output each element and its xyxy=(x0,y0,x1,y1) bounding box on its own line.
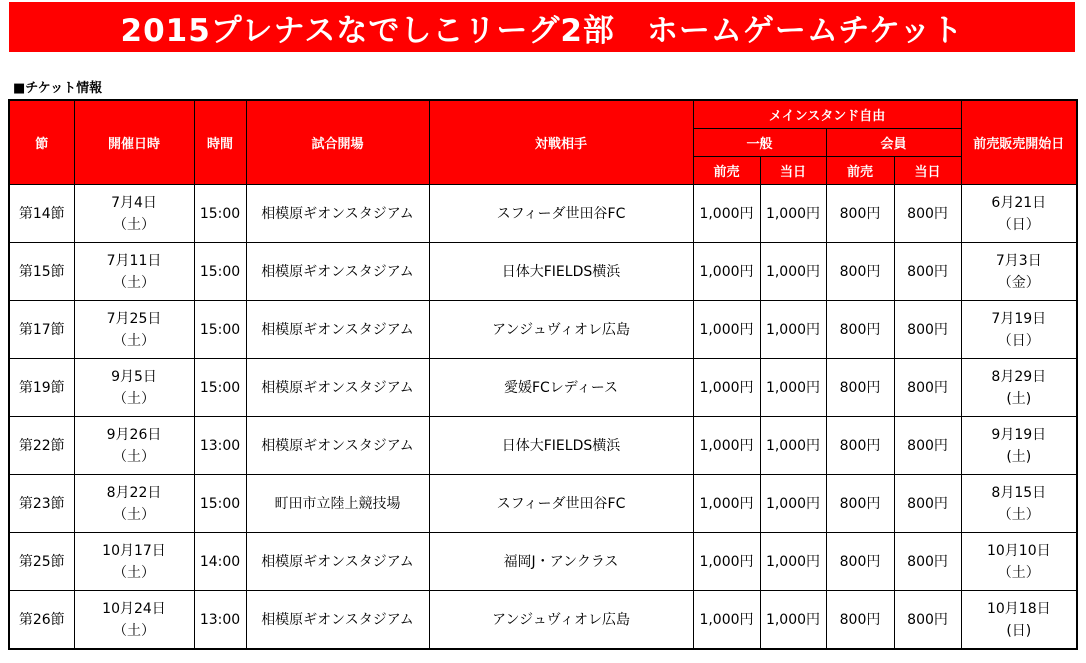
header-member: 会員 xyxy=(826,129,961,157)
time-cell xyxy=(194,417,246,475)
general-day-price xyxy=(760,533,826,591)
presale-start-cell-text: 7月19日 xyxy=(991,310,1047,327)
presale-start-cell xyxy=(961,243,1077,301)
opponent-cell-text: 福岡J・アンクラス xyxy=(503,553,619,570)
date-cell-text: （土） xyxy=(113,274,155,291)
member-day-price xyxy=(894,533,961,591)
venue-cell-text: 相模原ギオンスタジアム xyxy=(261,437,414,454)
time-cell-text: 14:00 xyxy=(199,553,241,570)
header-member-day: 当日 xyxy=(894,157,961,185)
presale-start-cell-text: 10月10日 xyxy=(986,542,1051,559)
general-presale-price xyxy=(693,301,760,359)
time-cell-text: 15:00 xyxy=(199,263,241,280)
presale-start-cell xyxy=(961,185,1077,243)
header-presale-start: 前売販売開始日 xyxy=(961,100,1077,185)
header-venue: 試合開場 xyxy=(246,100,429,185)
round-cell-text: 第17節 xyxy=(18,321,65,338)
presale-start-cell-text: 6月21日 xyxy=(991,194,1047,211)
date-cell-text: 9月5日 xyxy=(111,368,157,385)
general-day-price-text: 1,000円 xyxy=(765,321,821,338)
venue-cell-text: 町田市立陸上競技場 xyxy=(274,495,401,512)
venue-cell xyxy=(246,591,429,650)
member-presale-price xyxy=(826,533,894,591)
date-cell xyxy=(74,417,194,475)
venue-cell-text: 相模原ギオンスタジアム xyxy=(261,263,414,280)
member-day-price xyxy=(894,591,961,650)
round-cell xyxy=(9,417,74,475)
date-cell-text: （土） xyxy=(113,216,155,233)
presale-start-cell-text: 8月15日 xyxy=(991,484,1047,501)
venue-cell-text: 相模原ギオンスタジアム xyxy=(261,321,414,338)
member-day-price xyxy=(894,185,961,243)
venue-cell xyxy=(246,185,429,243)
table-row xyxy=(9,591,1077,650)
venue-cell-text: 相模原ギオンスタジアム xyxy=(261,379,414,396)
general-presale-price xyxy=(693,243,760,301)
page-title: 2015プレナスなでしこリーグ2部 ホームゲームチケット xyxy=(120,12,964,49)
ticket-rows xyxy=(9,185,1077,650)
date-cell-text: （土） xyxy=(113,506,155,523)
time-cell-text: 13:00 xyxy=(199,437,241,454)
opponent-cell-text: 日体大FIELDS横浜 xyxy=(501,263,621,280)
date-cell-text: 7月4日 xyxy=(111,194,157,211)
presale-start-cell-text: (日) xyxy=(1006,622,1032,639)
time-cell-text: 15:00 xyxy=(199,495,241,512)
round-cell-text: 第14節 xyxy=(18,205,65,222)
opponent-cell xyxy=(429,533,693,591)
header-general-day: 当日 xyxy=(760,157,826,185)
presale-start-cell xyxy=(961,533,1077,591)
presale-start-cell xyxy=(961,301,1077,359)
opponent-cell xyxy=(429,359,693,417)
table-row xyxy=(9,301,1077,359)
presale-start-cell-text: 9月19日 xyxy=(991,426,1047,443)
time-cell xyxy=(194,301,246,359)
date-cell-text: 8月22日 xyxy=(106,484,162,501)
presale-start-cell-text: （土） xyxy=(997,564,1040,581)
header-opponent: 対戦相手 xyxy=(429,100,693,185)
member-day-price-text: 800円 xyxy=(907,263,948,280)
general-day-price xyxy=(760,591,826,650)
general-day-price-text: 1,000円 xyxy=(765,611,821,628)
venue-cell-text: 相模原ギオンスタジアム xyxy=(261,205,414,222)
round-cell xyxy=(9,475,74,533)
member-presale-price xyxy=(826,359,894,417)
member-day-price xyxy=(894,243,961,301)
round-cell xyxy=(9,533,74,591)
header-general: 一般 xyxy=(693,129,826,157)
presale-start-cell xyxy=(961,591,1077,650)
opponent-cell xyxy=(429,591,693,650)
general-presale-price-text: 1,000円 xyxy=(699,263,754,280)
general-presale-price xyxy=(693,185,760,243)
presale-start-cell-text: 8月29日 xyxy=(991,368,1047,385)
table-row xyxy=(9,533,1077,591)
general-day-price-text: 1,000円 xyxy=(765,553,821,570)
header-round: 節 xyxy=(9,100,74,185)
venue-cell-text: 相模原ギオンスタジアム xyxy=(261,553,414,570)
member-presale-price-text: 800円 xyxy=(839,437,881,454)
general-day-price xyxy=(760,417,826,475)
time-cell xyxy=(194,475,246,533)
date-cell-text: 10月17日 xyxy=(102,542,166,559)
venue-cell xyxy=(246,533,429,591)
date-cell-text: （土） xyxy=(113,332,155,349)
general-presale-price-text: 1,000円 xyxy=(699,495,754,512)
date-cell-text: 7月25日 xyxy=(106,310,162,327)
general-day-price-text: 1,000円 xyxy=(765,437,821,454)
member-presale-price-text: 800円 xyxy=(839,553,881,570)
header-main-stand: メインスタンド自由 xyxy=(693,100,961,129)
date-cell-text: 9月26日 xyxy=(106,426,162,443)
opponent-cell xyxy=(429,243,693,301)
opponent-cell-text: スフィーダ世田谷FC xyxy=(496,205,626,222)
member-day-price xyxy=(894,301,961,359)
presale-start-cell-text: (土) xyxy=(1006,448,1032,465)
ticket-table xyxy=(8,99,1078,650)
general-day-price xyxy=(760,243,826,301)
general-day-price-text: 1,000円 xyxy=(765,379,821,396)
date-cell xyxy=(74,533,194,591)
round-cell xyxy=(9,243,74,301)
member-day-price-text: 800円 xyxy=(907,553,948,570)
time-cell-text: 15:00 xyxy=(199,205,241,222)
general-presale-price-text: 1,000円 xyxy=(699,611,754,628)
member-presale-price-text: 800円 xyxy=(839,495,881,512)
opponent-cell xyxy=(429,417,693,475)
date-cell-text: （土） xyxy=(113,622,155,639)
opponent-cell xyxy=(429,185,693,243)
general-presale-price-text: 1,000円 xyxy=(699,205,754,222)
venue-cell xyxy=(246,243,429,301)
member-presale-price-text: 800円 xyxy=(839,205,881,222)
date-cell-text: （土） xyxy=(113,390,155,407)
member-day-price-text: 800円 xyxy=(907,611,948,628)
round-cell-text: 第15節 xyxy=(18,263,65,280)
general-presale-price-text: 1,000円 xyxy=(699,321,754,338)
date-cell-text: （土） xyxy=(113,448,155,465)
date-cell xyxy=(74,359,194,417)
member-presale-price xyxy=(826,185,894,243)
time-cell xyxy=(194,533,246,591)
date-cell xyxy=(74,301,194,359)
header-member-presale: 前売 xyxy=(826,157,894,185)
opponent-cell-text: アンジュヴィオレ広島 xyxy=(492,321,630,338)
member-presale-price-text: 800円 xyxy=(839,263,881,280)
table-row xyxy=(9,185,1077,243)
member-presale-price xyxy=(826,301,894,359)
time-cell xyxy=(194,243,246,301)
member-presale-price-text: 800円 xyxy=(839,379,881,396)
member-day-price-text: 800円 xyxy=(907,321,948,338)
opponent-cell xyxy=(429,301,693,359)
date-cell xyxy=(74,591,194,650)
date-cell-text: （土） xyxy=(113,564,155,581)
member-presale-price xyxy=(826,417,894,475)
general-day-price xyxy=(760,359,826,417)
header-date: 開催日時 xyxy=(74,100,194,185)
table-row xyxy=(9,359,1077,417)
general-day-price xyxy=(760,185,826,243)
general-day-price xyxy=(760,301,826,359)
member-day-price xyxy=(894,417,961,475)
opponent-cell xyxy=(429,475,693,533)
header-general-presale: 前売 xyxy=(693,157,760,185)
presale-start-cell-text: （土） xyxy=(997,506,1040,523)
table-row xyxy=(9,417,1077,475)
venue-cell xyxy=(246,475,429,533)
page-title-banner xyxy=(9,2,1075,52)
member-day-price xyxy=(894,359,961,417)
general-presale-price-text: 1,000円 xyxy=(699,379,754,396)
presale-start-cell xyxy=(961,475,1077,533)
presale-start-cell-text: 7月3日 xyxy=(995,252,1042,269)
venue-cell xyxy=(246,417,429,475)
venue-cell xyxy=(246,359,429,417)
round-cell-text: 第22節 xyxy=(18,437,65,454)
time-cell-text: 15:00 xyxy=(199,379,241,396)
general-presale-price xyxy=(693,475,760,533)
general-presale-price xyxy=(693,417,760,475)
round-cell-text: 第26節 xyxy=(18,611,65,628)
time-cell xyxy=(194,185,246,243)
general-presale-price xyxy=(693,359,760,417)
date-cell-text: 7月11日 xyxy=(106,252,162,269)
header-time: 時間 xyxy=(194,100,246,185)
table-row xyxy=(9,475,1077,533)
opponent-cell-text: アンジュヴィオレ広島 xyxy=(492,611,630,628)
general-day-price-text: 1,000円 xyxy=(765,263,821,280)
venue-cell-text: 相模原ギオンスタジアム xyxy=(261,611,414,628)
member-presale-price xyxy=(826,475,894,533)
presale-start-cell-text: （日） xyxy=(997,216,1040,233)
general-day-price xyxy=(760,475,826,533)
member-day-price-text: 800円 xyxy=(907,437,948,454)
time-cell xyxy=(194,359,246,417)
round-cell-text: 第23節 xyxy=(18,495,65,512)
presale-start-cell-text: 10月18日 xyxy=(986,600,1051,617)
table-row xyxy=(9,243,1077,301)
presale-start-cell xyxy=(961,359,1077,417)
member-presale-price xyxy=(826,243,894,301)
presale-start-cell xyxy=(961,417,1077,475)
member-presale-price-text: 800円 xyxy=(839,321,881,338)
round-cell xyxy=(9,591,74,650)
presale-start-cell-text: (土) xyxy=(1006,390,1032,407)
general-presale-price xyxy=(693,533,760,591)
date-cell xyxy=(74,475,194,533)
member-day-price-text: 800円 xyxy=(907,495,948,512)
round-cell xyxy=(9,301,74,359)
time-cell xyxy=(194,591,246,650)
member-presale-price xyxy=(826,591,894,650)
general-presale-price-text: 1,000円 xyxy=(699,553,754,570)
opponent-cell-text: スフィーダ世田谷FC xyxy=(496,495,626,512)
presale-start-cell-text: （金） xyxy=(997,274,1040,291)
member-day-price-text: 800円 xyxy=(907,205,948,222)
opponent-cell-text: 日体大FIELDS横浜 xyxy=(501,437,621,454)
date-cell-text: 10月24日 xyxy=(102,600,166,617)
date-cell xyxy=(74,243,194,301)
general-presale-price xyxy=(693,591,760,650)
date-cell xyxy=(74,185,194,243)
round-cell-text: 第19節 xyxy=(18,379,65,396)
venue-cell xyxy=(246,301,429,359)
section-label: ■チケット情報 xyxy=(13,81,103,96)
general-day-price-text: 1,000円 xyxy=(765,205,821,222)
time-cell-text: 15:00 xyxy=(199,321,241,338)
member-day-price xyxy=(894,475,961,533)
time-cell-text: 13:00 xyxy=(199,611,241,628)
round-cell xyxy=(9,185,74,243)
presale-start-cell-text: （日） xyxy=(997,332,1040,349)
round-cell-text: 第25節 xyxy=(18,553,65,570)
general-day-price-text: 1,000円 xyxy=(765,495,821,512)
opponent-cell-text: 愛媛FCレディース xyxy=(503,379,618,396)
member-day-price-text: 800円 xyxy=(907,379,948,396)
member-presale-price-text: 800円 xyxy=(839,611,881,628)
general-presale-price-text: 1,000円 xyxy=(699,437,754,454)
round-cell xyxy=(9,359,74,417)
